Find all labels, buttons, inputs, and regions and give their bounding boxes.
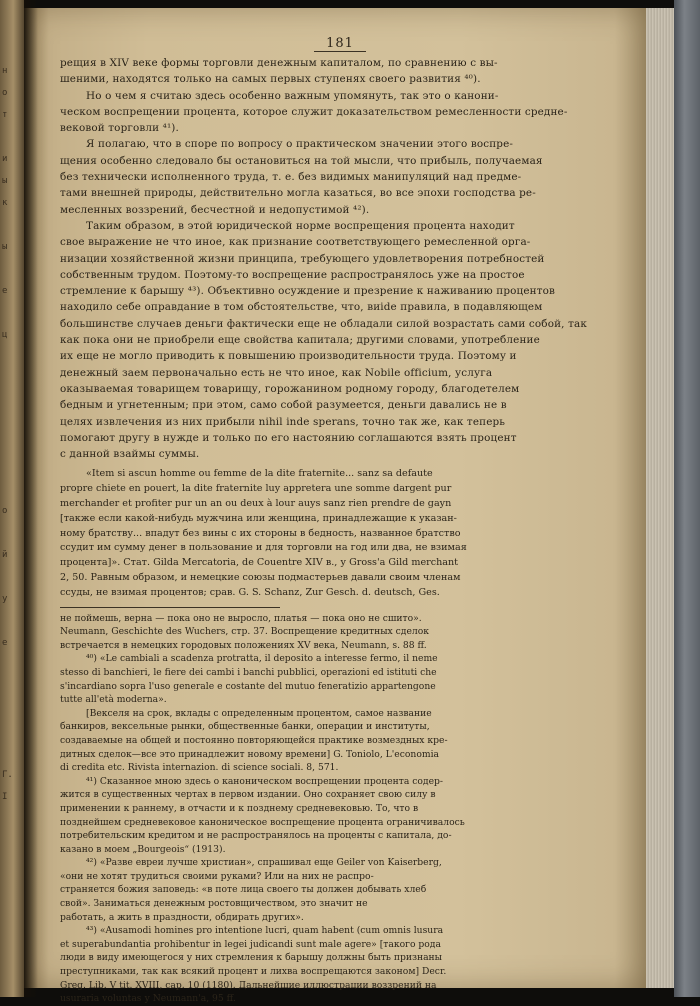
- footnote-line: свой». Заниматься денежным ростовщичеством, это значит не: [60, 898, 368, 910]
- footnote-0: [60, 612, 620, 653]
- footnote-line: страняется божия заповедь: «в поте лица своего ты должен добывать хлеб: [60, 884, 427, 896]
- paragraph-line: их еще не могло приводить к повышению производительности труда. Поэтому и: [60, 350, 517, 363]
- paragraph-line: как пока они не приобрели еще свойства капитала; другими словами, употребление: [60, 334, 540, 347]
- paragraph-3: [60, 218, 620, 462]
- footnote-2: [60, 707, 620, 775]
- footnote-line: et superabundantia prohibentur in legei judicandi sunt male agere» [такого рода: [60, 938, 441, 950]
- quote-line: «Item si ascun homme ou femme de la dite fraternite... sanz sa defaute: [86, 468, 433, 480]
- paragraph-line: тами внешней природы, действительно могла казаться, во все эпохи господства ре-: [60, 187, 536, 200]
- paragraph-line: собственным трудом. Поэтому-то воспрещение распространялось уже на простое: [60, 268, 525, 281]
- footnote-line: ⁴³) «Ausamodi homines pro intentione lucri, quam habent (cum omnis lusura: [86, 925, 444, 937]
- footnote-5: [60, 924, 620, 1006]
- footnote-line: работать, а жить в праздности, обдирать других».: [60, 911, 304, 923]
- footnote-line: [Векселя на срок, вклады с определенным процентом, самое название: [86, 707, 432, 719]
- footnote-rule: [60, 607, 280, 608]
- paragraph-line: щения особенно следовало бы остановиться на той мысли, что прибыль, получаемая: [60, 154, 543, 167]
- footnote-3: [60, 775, 620, 857]
- page-number-text: 181: [314, 36, 366, 52]
- quote-line: ссудит им сумму денег в пользование и для торговли на год или два, не взимая: [60, 542, 467, 554]
- footnotes: [60, 612, 620, 1006]
- quoted-passage: [60, 467, 620, 600]
- paragraph-line: целях извлечения из них прибыли nihil inde sperans, точно так же, как теперь: [60, 415, 506, 428]
- page-gutter-shadow: [24, 0, 38, 997]
- quote-line: propre chiete en pouert, la dite fraternite luy appretera une somme dargent pur: [60, 483, 452, 495]
- paragraph-line: шеними, находятся только на самых первых ступенях своего развития ⁴⁰).: [60, 73, 481, 86]
- footnote-line: ⁴²) «Разве евреи лучше христиан», спрашивал еще Geiler von Kaiserberg,: [86, 857, 442, 869]
- footnote-line: tutte all'età moderna».: [60, 694, 167, 706]
- footnote-line: казано в моем „Bourgeois“ (1913).: [60, 843, 226, 855]
- quote-paragraph: [60, 467, 620, 600]
- footnote-line: «они не хотят трудиться своими руками? Или на них не распро-: [60, 870, 374, 882]
- paragraph-line: денежный заем первоначально есть не что иное, как Nobile officium, услуга: [60, 366, 493, 379]
- footnote-line: банкиров, вексельные рынки, общественные банки, операции и институты,: [60, 721, 430, 733]
- footnote-line: ⁴¹) Сказанное мною здесь о каноническом воспрещении процента содер-: [86, 775, 444, 787]
- paragraph-line: низации хозяйственной жизни принципа, требующего удовлетворения потребностей: [60, 252, 545, 265]
- page-number: [60, 36, 620, 51]
- footnote-line: дитных сделок—все это принадлежит новому времени] G. Toniolo, L'economia: [60, 748, 440, 760]
- quote-line: [также если какой-нибудь мужчина или женщина, принадлежащие к указан-: [60, 512, 457, 524]
- quote-line: ному братству... впадут без вины с их стороны в бедность, названное братство: [60, 527, 461, 539]
- footnote-line: применении к раннему, в отчасти и к позднему средневековью. То, что в: [60, 802, 419, 814]
- quote-line: ссуды, не взимая процентов; срав. G. S. Schanz, Zur Gesch. d. deutsch, Ges.: [60, 586, 440, 598]
- footnote-line: stesso di banchieri, le fiere dei cambi i banchi pubblici, operazioni ed istituti che: [60, 666, 437, 678]
- paragraph-0: [60, 55, 620, 88]
- paragraph-line: ческом воспрещении процента, которое служит доказательством ремесленности средне-: [60, 105, 568, 118]
- paragraph-line: бедным и угнетенным; при этом, само собой разумеется, деньги давались не в: [60, 399, 507, 412]
- footnote-line: потребительским кредитом и не распространялось на проценты с капитала, до-: [60, 830, 452, 842]
- footnote-line: ⁴⁰) «Le cambiali a scadenza protratta, il deposito a interesse fermo, il neme: [86, 653, 438, 665]
- paragraph-line: Я полагаю, что в споре по вопросу о практическом значении этого воспре-: [86, 138, 514, 151]
- paragraph-1: [60, 88, 620, 137]
- paragraph-line: месленных воззрений, бесчестной и недопустимой ⁴²).: [60, 203, 370, 216]
- footnote-line: люди в виду имеющегося у них стремления к барышу должны быть признаны: [60, 952, 442, 964]
- footnote-line: встречается в немецких городовых положениях XV века, Neumann, s. 88 ff.: [60, 639, 427, 651]
- page-fore-edge: [646, 8, 674, 988]
- paragraph-line: Но о чем я считаю здесь особенно важным упомянуть, так это о канони-: [86, 89, 499, 102]
- paragraph-line: рещия в XIV веке формы торговли денежным капиталом, по сравнению с вы-: [60, 57, 498, 69]
- footnote-line: позднейшем средневековое каноническое воспрещение процента ограничивалось: [60, 816, 465, 828]
- footnote-line: di credita etc. Rivista internazion. di science sociali. 8, 571.: [60, 762, 339, 774]
- footnote-4: [60, 856, 620, 924]
- paragraph-line: без технически исполненного труда, т. е. без видимых манипуляций над предме-: [60, 171, 522, 184]
- footnote-line: usuraria voluntas у Neumann'a, 95 ff.: [60, 993, 236, 1005]
- paragraph-line: помогают другу в нужде и только по его настоянию соглашаются взять процент: [60, 431, 517, 444]
- paragraph-line: большинстве случаев деньги фактически еще не обладали силой возрастать сами собой, так: [60, 317, 587, 330]
- quote-line: 2, 50. Равным образом, и немецкие союзы подмастерьев давали своим членам: [60, 572, 461, 583]
- book-cover-edge: [674, 0, 700, 997]
- footnote-1: [60, 652, 620, 706]
- paragraph-line: вековой торговли ⁴¹).: [60, 122, 179, 135]
- left-page-edge: [0, 0, 24, 997]
- paragraph-line: оказываемая товарищем товарищу, горожанином родному городу, благодетелем: [60, 382, 520, 395]
- page-content: [60, 36, 620, 1006]
- footnote-line: Neumann, Geschichte des Wuchers, стр. 37. Воспрещение кредитных сделок: [60, 626, 429, 638]
- paragraph-line: с данной взаймы суммы.: [60, 448, 200, 461]
- paragraph-line: находило себе оправдание в том обстоятельстве, что, виidе правила, в подавляющем: [60, 301, 543, 314]
- paragraph-line: стремление к барышу ⁴³). Объективно осуждение и презрение к наживанию процентов: [60, 285, 556, 298]
- left-page-edge-text: н о т и ы к ы е ц о й у е Г. I: [2, 66, 13, 802]
- footnote-line: преступниками, так как всякий процент и лихва воспрещаются законом] Decr.: [60, 966, 447, 978]
- main-text: [60, 55, 620, 462]
- footnote-line: жится в существенных чертах в первом издании. Оно сохраняет свою силу в: [60, 789, 436, 801]
- footnote-line: создаваемые на общей и постоянно повторяющейся практике возмездных кре-: [60, 734, 448, 746]
- paragraph-2: [60, 136, 620, 217]
- footnote-line: Greg. Lib. V tit. XVIII, cap. 10 (1180). Дальнейшие иллюстрации воззрений на: [60, 979, 437, 991]
- footnote-line: s'incardiano sopra l'uso generale e costante del mutuo feneratizio appartengone: [60, 680, 436, 692]
- paragraph-line: Таким образом, в этой юридической норме воспрещения процента находит: [86, 219, 515, 232]
- quote-line: процента]». Стат. Gilda Mercatoria, de Couentre XIV в., у Gross'a Gild merchant: [60, 557, 459, 569]
- footnote-line: не поймешь, верна — пока оно не выросло, платья — пока оно не сшито».: [60, 612, 422, 624]
- quote-line: merchander et profiter pur un an ou deux à lour auys sanz rien prendre de gayn: [60, 498, 452, 510]
- paragraph-line: свое выражение не что иное, как признание соответствующего ремесленной орга-: [60, 236, 531, 249]
